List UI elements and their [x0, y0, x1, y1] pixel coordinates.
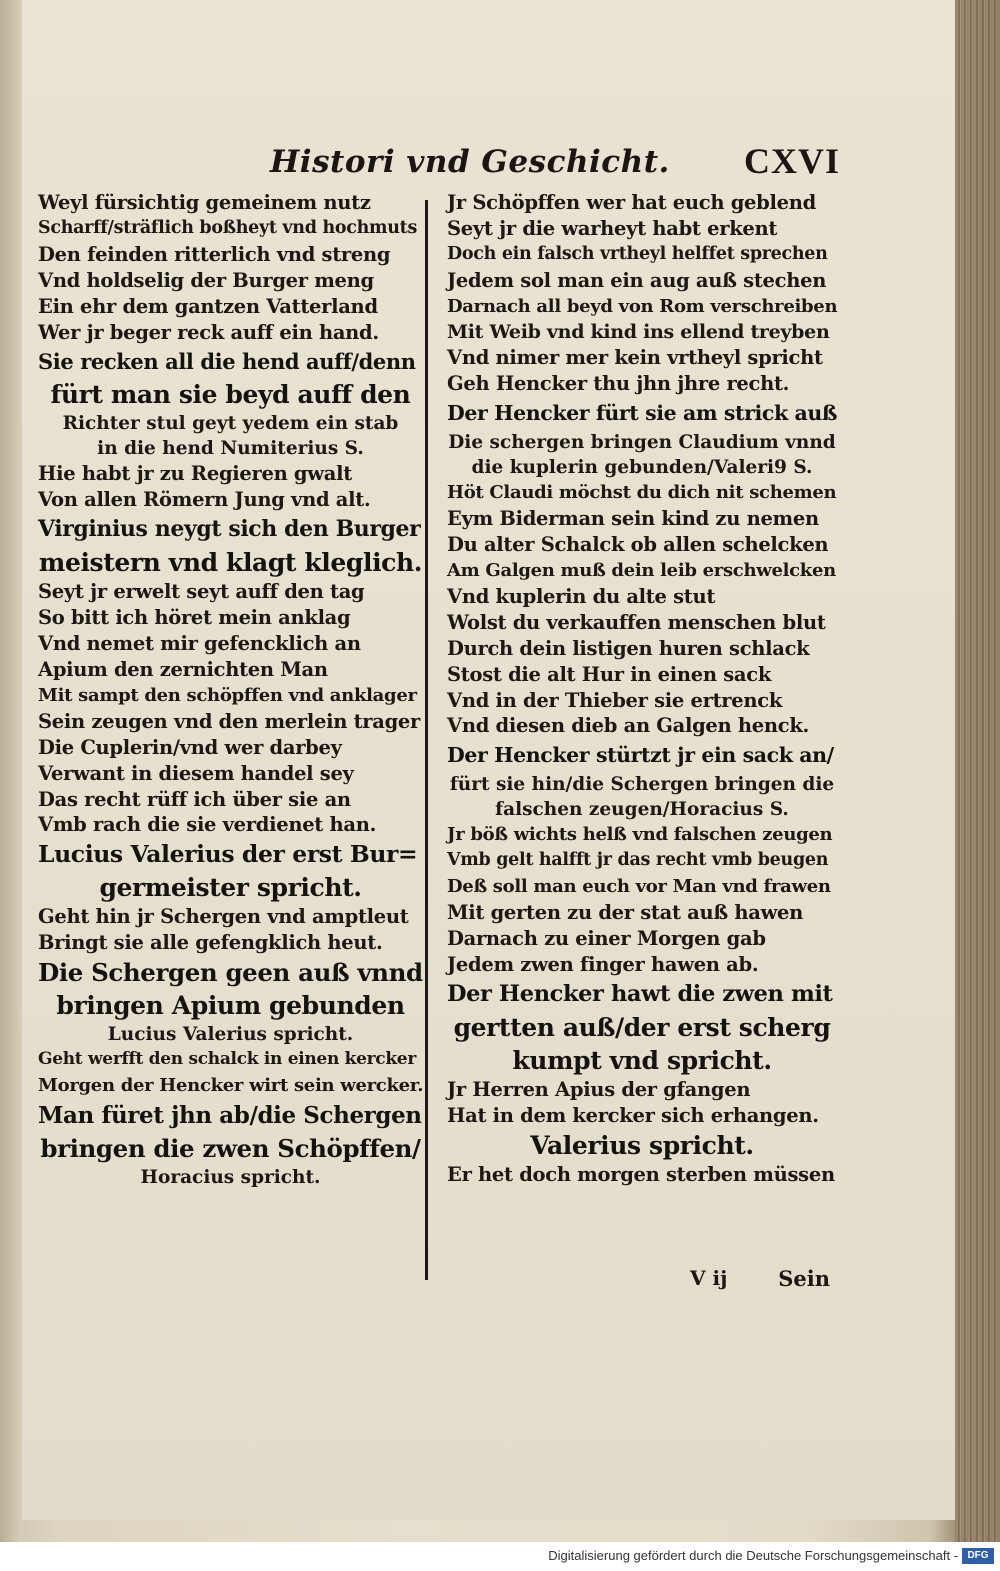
verse-line: Bringt sie alle gefengklich heut. — [38, 931, 383, 955]
stage-direction-heading: Der Hencker fürt sie am strick auß — [447, 401, 838, 426]
verse-line: Geht hin jr Schergen vnd amptleut — [38, 905, 409, 929]
verse-line: Jr böß wichts helß vnd falschen zeugen — [447, 824, 833, 846]
verse-line: So bitt ich höret mein anklag — [38, 606, 351, 630]
verse-line: Vnd diesen dieb an Galgen henck. — [447, 714, 810, 738]
stage-direction-heading: Der Hencker stürtzt jr ein sack an/ — [447, 743, 834, 768]
stage-direction-line: Die schergen bringen Claudium vnnd — [448, 432, 836, 454]
verse-line: Weyl fürsichtig gemeinem nutz — [38, 191, 371, 214]
verse-line: Stost die alt Hur in einen sack — [447, 662, 772, 686]
verse-line: Darnach zu einer Morgen gab — [447, 926, 766, 950]
verse-line: Hie habt jr zu Regieren gwalt — [38, 462, 352, 486]
funding-credit: Digitalisierung gefördert durch die Deutsche Forschungsgemeinschaft - — [548, 1548, 958, 1563]
verse-line: Seyt jr die warheyt habt erkent — [447, 216, 778, 240]
verse-line: Vnd in der Thieber sie ertrenck — [447, 688, 783, 712]
left-text-column — [38, 190, 423, 1190]
verse-line: Vnd nimer mer kein vrtheyl spricht — [447, 346, 823, 370]
stage-direction-heading: Valerius spricht. — [530, 1130, 754, 1160]
stage-direction-line: in die hend Numiterius S. — [97, 438, 364, 460]
stage-direction-line: die kuplerin gebunden/Valeri9 S. — [471, 457, 813, 479]
stage-direction-line: Horacius spricht. — [140, 1166, 321, 1188]
verse-line: Das recht rüff ich über sie an — [38, 787, 351, 811]
stage-direction-line: fürt sie hin/die Schergen bringen die — [449, 774, 835, 796]
stage-direction-line: Lucius Valerius spricht. — [107, 1024, 354, 1046]
verse-line: Vnd kuplerin du alte stut — [447, 584, 716, 608]
stage-direction-line: falschen zeugen/Horacius S. — [495, 799, 789, 821]
verse-line: Geh Hencker thu jhn jhre recht. — [447, 372, 790, 396]
verse-line: Seyt jr erwelt seyt auff den tag — [38, 580, 365, 604]
verse-line: Deß soll man euch vor Man vnd frawen — [447, 876, 831, 898]
verse-line: Sein zeugen vnd den merlein trager — [38, 709, 420, 733]
verse-line: Wer jr beger reck auff ein hand. — [38, 320, 379, 344]
verse-line: Eym Biderman sein kind zu nemen — [447, 507, 819, 531]
digitization-footer — [0, 1542, 1000, 1571]
dfg-logo: DFG — [962, 1548, 994, 1564]
running-title: Histori vnd Geschicht. — [270, 144, 670, 180]
right-text-column — [447, 190, 837, 1187]
verse-line: Höt Claudi möchst du dich nit schemen — [447, 482, 837, 504]
verse-line: Ein ehr dem gantzen Vatterland — [38, 294, 378, 318]
verse-line: Verwant in diesem handel sey — [38, 761, 354, 785]
verse-line: Wolst du verkauffen menschen blut — [447, 610, 826, 634]
verse-line: Du alter Schalck ob allen schelcken — [447, 533, 829, 557]
verse-line: Durch dein listigen huren schlack — [447, 636, 810, 660]
stage-direction-heading: Der Hencker hawt die zwen mit — [447, 980, 833, 1007]
verse-line: Jr Schöpffen wer hat euch geblend — [447, 191, 816, 214]
stage-direction-heading: meistern vnd klagt kleglich. — [38, 548, 423, 578]
stage-direction-heading: Man füret jhn ab/die Schergen — [38, 1101, 422, 1129]
stage-direction-heading: gertten auß/der erst scherg — [453, 1012, 831, 1042]
folio-number: CXVI — [743, 141, 840, 181]
verse-line: Scharff/sträflich boßheyt vnd hochmuts — [38, 217, 417, 238]
verse-line: Den feinden ritterlich vnd streng — [38, 242, 391, 266]
verse-line: Vmb rach die sie verdienet han. — [38, 813, 377, 837]
verse-line: Jedem sol man ein aug auß stechen — [447, 268, 827, 292]
verse-line: Doch ein falsch vrtheyl helffet sprechen — [447, 243, 828, 264]
verse-line: Jr Herren Apius der gfangen — [447, 1077, 751, 1101]
verse-line: Mit Weib vnd kind ins ellend treyben — [447, 320, 830, 343]
verse-line: Vnd nemet mir gefencklich an — [38, 632, 361, 656]
verse-line: Die Cuplerin/vnd wer darbey — [38, 735, 342, 759]
verse-line: Jedem zwen finger hawen ab. — [447, 952, 759, 976]
stage-direction-line: Richter stul geyt yedem ein stab — [62, 413, 399, 435]
stage-direction-heading: kumpt vnd spricht. — [512, 1045, 772, 1075]
verse-line: Apium den zernichten Man — [38, 657, 328, 681]
verse-line: Hat in dem kercker sich erhangen. — [447, 1103, 819, 1127]
verse-line: Mit sampt den schöpffen vnd anklager — [38, 684, 417, 706]
verse-line: Vnd holdselig der Burger meng — [38, 268, 374, 292]
catchword: Sein — [778, 1266, 830, 1291]
stage-direction-heading: bringen die zwen Schöpffen/ — [40, 1133, 421, 1163]
verse-line: Er het doch morgen sterben müssen — [447, 1162, 835, 1186]
verse-line: Darnach all beyd von Rom verschreiben — [447, 295, 838, 317]
page-header — [270, 140, 840, 186]
stage-direction-heading: Sie recken all die hend auff/denn — [38, 349, 416, 375]
stage-direction-heading: fürt man sie beyd auff den — [50, 380, 411, 410]
verse-line: Morgen der Hencker wirt sein wercker. — [38, 1075, 424, 1097]
column-divider — [425, 200, 428, 1280]
verse-line: Geht werfft den schalck in einen kercker — [38, 1049, 416, 1070]
page-foot-marks — [690, 1266, 830, 1296]
stage-direction-heading: Die Schergen geen auß vnnd — [38, 958, 423, 988]
binding-gutter — [0, 0, 22, 1571]
verse-line: Vmb gelt halfft jr das recht vmb beugen — [447, 850, 829, 871]
verse-line: Mit gerten zu der stat auß hawen — [447, 901, 804, 925]
verse-line: Am Galgen muß dein leib erschwelcken — [447, 559, 836, 581]
stage-direction-heading: germeister spricht. — [99, 873, 362, 903]
book-fore-edge — [955, 0, 1000, 1571]
stage-direction-heading: Lucius Valerius der erst Bur= — [38, 840, 418, 869]
signature-mark: V ij — [690, 1266, 728, 1290]
stage-direction-heading: Virginius neygt sich den Burger — [38, 516, 421, 543]
verse-line: Von allen Römern Jung vnd alt. — [38, 488, 371, 512]
stage-direction-heading: bringen Apium gebunden — [56, 991, 405, 1021]
